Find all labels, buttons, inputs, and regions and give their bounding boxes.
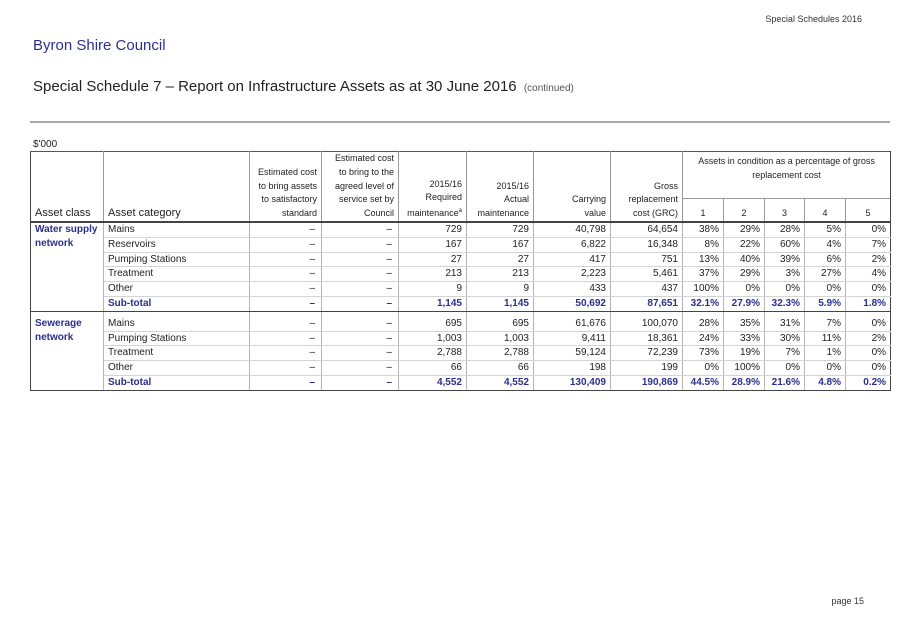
est-cost-satisfactory: – xyxy=(250,222,322,237)
page-title xyxy=(33,78,574,95)
header-condition-2: 2 xyxy=(724,199,765,222)
est-cost-satisfactory: – xyxy=(250,346,322,361)
header-est-cost-agreed xyxy=(322,152,399,222)
required-maintenance: 4,552 xyxy=(399,375,467,390)
required-maintenance: 695 xyxy=(399,317,467,331)
header-line-with-note xyxy=(403,205,462,221)
header-line: service set by xyxy=(338,194,394,205)
condition-4: 4% xyxy=(805,237,846,252)
condition-4: 7% xyxy=(805,317,846,331)
condition-3: 21.6% xyxy=(765,375,805,390)
condition-2: 29% xyxy=(724,267,765,282)
est-cost-agreed: – xyxy=(322,317,399,331)
condition-3: 0% xyxy=(765,361,805,376)
subtotal-row xyxy=(31,375,891,390)
header-line: Estimated cost xyxy=(257,166,317,177)
condition-5: 0% xyxy=(846,282,891,297)
gross-replacement-cost: 64,654 xyxy=(611,222,683,237)
est-cost-satisfactory: – xyxy=(250,375,322,390)
table-row xyxy=(31,282,891,297)
est-cost-agreed: – xyxy=(322,361,399,376)
condition-5: 2% xyxy=(846,252,891,267)
carrying-value: 59,124 xyxy=(534,346,611,361)
header-line: agreed level of xyxy=(334,180,394,191)
condition-5: 0% xyxy=(846,346,891,361)
est-cost-satisfactory: – xyxy=(250,252,322,267)
condition-2: 28.9% xyxy=(724,375,765,390)
condition-1: 13% xyxy=(683,252,724,267)
table-row xyxy=(31,317,891,331)
est-cost-agreed: – xyxy=(322,296,399,311)
carrying-value: 130,409 xyxy=(534,375,611,390)
required-maintenance: 1,003 xyxy=(399,331,467,346)
actual-maintenance: 213 xyxy=(467,267,534,282)
table-row xyxy=(31,331,891,346)
est-cost-agreed: – xyxy=(322,237,399,252)
header-line: Assets in condition as a percentage of gross xyxy=(698,156,875,166)
condition-5: 0% xyxy=(846,317,891,331)
condition-5: 0.2% xyxy=(846,375,891,390)
header-actual-maintenance xyxy=(467,152,534,222)
table-row xyxy=(31,346,891,361)
condition-4: 5% xyxy=(805,222,846,237)
est-cost-satisfactory: – xyxy=(250,331,322,346)
carrying-value: 9,411 xyxy=(534,331,611,346)
condition-2: 33% xyxy=(724,331,765,346)
carrying-value: 2,223 xyxy=(534,267,611,282)
asset-category: Reservoirs xyxy=(104,237,250,252)
carrying-value: 40,798 xyxy=(534,222,611,237)
actual-maintenance: 1,145 xyxy=(467,296,534,311)
header-line: maintenance xyxy=(407,208,459,219)
table-row xyxy=(31,267,891,282)
required-maintenance: 66 xyxy=(399,361,467,376)
est-cost-satisfactory: – xyxy=(250,282,322,297)
required-maintenance: 729 xyxy=(399,222,467,237)
condition-3: 60% xyxy=(765,237,805,252)
header-line: Required xyxy=(425,192,462,203)
condition-3: 28% xyxy=(765,222,805,237)
condition-2: 27.9% xyxy=(724,296,765,311)
carrying-value: 433 xyxy=(534,282,611,297)
est-cost-agreed: – xyxy=(322,346,399,361)
header-line: replacement cost xyxy=(752,169,821,180)
condition-1: 44.5% xyxy=(683,375,724,390)
required-maintenance: 213 xyxy=(399,267,467,282)
header-line: to bring to the xyxy=(338,166,394,177)
asset-category: Mains xyxy=(104,317,250,331)
condition-2: 29% xyxy=(724,222,765,237)
gross-replacement-cost: 190,869 xyxy=(611,375,683,390)
condition-3: 32.3% xyxy=(765,296,805,311)
header-line: 2015/16 xyxy=(496,180,529,191)
gross-replacement-cost: 5,461 xyxy=(611,267,683,282)
actual-maintenance: 9 xyxy=(467,282,534,297)
est-cost-satisfactory: – xyxy=(250,267,322,282)
condition-2: 40% xyxy=(724,252,765,267)
actual-maintenance: 27 xyxy=(467,252,534,267)
header-carrying-value xyxy=(534,152,611,222)
est-cost-satisfactory: – xyxy=(250,237,322,252)
gross-replacement-cost: 18,361 xyxy=(611,331,683,346)
est-cost-satisfactory: – xyxy=(250,296,322,311)
condition-5: 1.8% xyxy=(846,296,891,311)
header-line: 2015/16 xyxy=(429,178,462,189)
header-line: Carrying xyxy=(571,194,606,205)
asset-category: Pumping Stations xyxy=(104,252,250,267)
asset-category: Sub-total xyxy=(104,296,250,311)
asset-category: Pumping Stations xyxy=(104,331,250,346)
header-line: value xyxy=(584,208,606,219)
condition-5: 4% xyxy=(846,267,891,282)
condition-1: 24% xyxy=(683,331,724,346)
required-maintenance: 1,145 xyxy=(399,296,467,311)
units-label: $'000 xyxy=(33,139,58,150)
asset-class-line: network xyxy=(35,237,74,249)
header-line: cost (GRC) xyxy=(633,208,678,219)
table-row xyxy=(31,237,891,252)
header-asset-class: Asset class xyxy=(31,152,104,222)
condition-5: 2% xyxy=(846,331,891,346)
condition-2: 100% xyxy=(724,361,765,376)
header-label: Special Schedules 2016 xyxy=(765,14,862,24)
required-maintenance: 2,788 xyxy=(399,346,467,361)
asset-category: Treatment xyxy=(104,346,250,361)
header-line: to bring assets xyxy=(258,180,317,191)
asset-class-cell xyxy=(31,317,104,390)
title-main: Special Schedule 7 – Report on Infrastructure Assets as at 30 June 2016 xyxy=(33,78,517,95)
header-condition-1: 1 xyxy=(683,199,724,222)
asset-category: Mains xyxy=(104,222,250,237)
asset-category: Other xyxy=(104,361,250,376)
gross-replacement-cost: 16,348 xyxy=(611,237,683,252)
condition-5: 0% xyxy=(846,222,891,237)
required-maintenance: 167 xyxy=(399,237,467,252)
condition-1: 37% xyxy=(683,267,724,282)
est-cost-agreed: – xyxy=(322,282,399,297)
condition-4: 11% xyxy=(805,331,846,346)
condition-4: 1% xyxy=(805,346,846,361)
asset-category: Other xyxy=(104,282,250,297)
header-line: Actual xyxy=(503,194,529,205)
condition-4: 6% xyxy=(805,252,846,267)
condition-3: 30% xyxy=(765,331,805,346)
table-row xyxy=(31,361,891,376)
council-name: Byron Shire Council xyxy=(33,37,166,54)
condition-4: 4.8% xyxy=(805,375,846,390)
required-maintenance: 9 xyxy=(399,282,467,297)
header-line: to satisfactory xyxy=(261,194,317,205)
actual-maintenance: 4,552 xyxy=(467,375,534,390)
condition-4: 0% xyxy=(805,282,846,297)
condition-1: 0% xyxy=(683,361,724,376)
title-continued: (continued) xyxy=(523,83,574,94)
gross-replacement-cost: 437 xyxy=(611,282,683,297)
asset-class-line: Sewerage xyxy=(35,317,82,329)
carrying-value: 6,822 xyxy=(534,237,611,252)
asset-class-line: Water supply xyxy=(35,223,98,235)
condition-1: 32.1% xyxy=(683,296,724,311)
table-row xyxy=(31,222,891,237)
required-maintenance: 27 xyxy=(399,252,467,267)
gross-replacement-cost: 751 xyxy=(611,252,683,267)
est-cost-agreed: – xyxy=(322,252,399,267)
header-condition-3: 3 xyxy=(765,199,805,222)
gross-replacement-cost: 72,239 xyxy=(611,346,683,361)
condition-5: 7% xyxy=(846,237,891,252)
condition-3: 3% xyxy=(765,267,805,282)
actual-maintenance: 729 xyxy=(467,222,534,237)
est-cost-agreed: – xyxy=(322,222,399,237)
header-line: Estimated cost xyxy=(334,153,394,163)
header-line: Gross xyxy=(653,180,678,191)
condition-4: 27% xyxy=(805,267,846,282)
condition-5: 0% xyxy=(846,361,891,376)
condition-2: 22% xyxy=(724,237,765,252)
condition-1: 38% xyxy=(683,222,724,237)
table-row xyxy=(31,252,891,267)
est-cost-satisfactory: – xyxy=(250,317,322,331)
asset-category: Sub-total xyxy=(104,375,250,390)
header-asset-category: Asset category xyxy=(104,152,250,222)
subtotal-row xyxy=(31,296,891,311)
carrying-value: 61,676 xyxy=(534,317,611,331)
carrying-value: 417 xyxy=(534,252,611,267)
condition-4: 5.9% xyxy=(805,296,846,311)
condition-1: 73% xyxy=(683,346,724,361)
actual-maintenance: 695 xyxy=(467,317,534,331)
condition-2: 0% xyxy=(724,282,765,297)
header-condition-5: 5 xyxy=(846,199,891,222)
header-condition-group xyxy=(683,152,891,199)
header-grc xyxy=(611,152,683,222)
gross-replacement-cost: 199 xyxy=(611,361,683,376)
header-line: maintenance xyxy=(477,208,529,219)
est-cost-satisfactory: – xyxy=(250,361,322,376)
infrastructure-table xyxy=(30,151,891,391)
actual-maintenance: 167 xyxy=(467,237,534,252)
gross-replacement-cost: 87,651 xyxy=(611,296,683,311)
header-condition-4: 4 xyxy=(805,199,846,222)
condition-2: 35% xyxy=(724,317,765,331)
condition-1: 28% xyxy=(683,317,724,331)
asset-category: Treatment xyxy=(104,267,250,282)
actual-maintenance: 1,003 xyxy=(467,331,534,346)
gross-replacement-cost: 100,070 xyxy=(611,317,683,331)
asset-class-cell xyxy=(31,222,104,311)
actual-maintenance: 2,788 xyxy=(467,346,534,361)
condition-1: 100% xyxy=(683,282,724,297)
condition-3: 31% xyxy=(765,317,805,331)
condition-3: 0% xyxy=(765,282,805,297)
carrying-value: 198 xyxy=(534,361,611,376)
page-number: page 15 xyxy=(831,596,864,606)
header-required-maintenance xyxy=(399,152,467,222)
est-cost-agreed: – xyxy=(322,331,399,346)
header-est-cost-satisfactory xyxy=(250,152,322,222)
actual-maintenance: 66 xyxy=(467,361,534,376)
condition-1: 8% xyxy=(683,237,724,252)
header-line: replacement xyxy=(628,194,678,205)
est-cost-agreed: – xyxy=(322,375,399,390)
condition-4: 0% xyxy=(805,361,846,376)
footnote-marker: a xyxy=(458,208,462,215)
title-divider xyxy=(30,121,890,123)
est-cost-agreed: – xyxy=(322,267,399,282)
header-line: standard xyxy=(281,208,317,219)
carrying-value: 50,692 xyxy=(534,296,611,311)
header-line: Council xyxy=(363,208,394,219)
asset-class-line: network xyxy=(35,331,74,343)
condition-3: 7% xyxy=(765,346,805,361)
condition-3: 39% xyxy=(765,252,805,267)
condition-2: 19% xyxy=(724,346,765,361)
